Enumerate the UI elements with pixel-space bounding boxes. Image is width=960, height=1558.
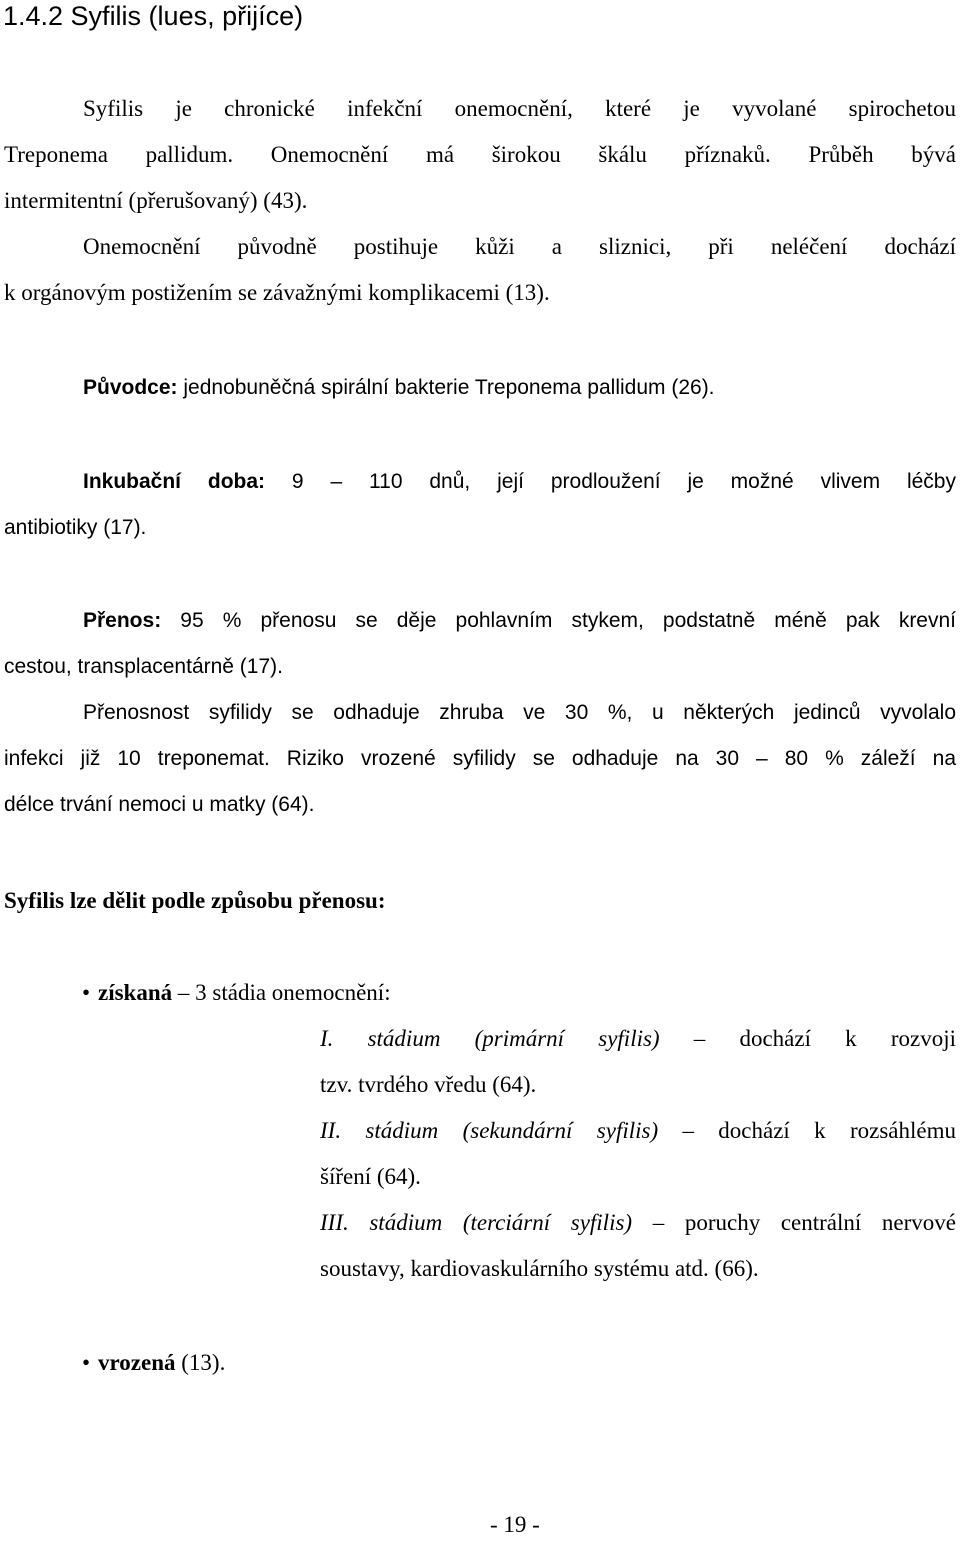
section-title: 1.4.2 Syfilis (lues, přijíce) (3, 1, 304, 31)
puvodce-label: Původce: (83, 376, 178, 399)
puvodce-text: jednobuněčná spirální bakterie Treponema pallidum (26). (177, 376, 715, 399)
inkubace-text-2: antibiotiky (17). (4, 516, 147, 539)
bullet-item-ziskana (82, 970, 391, 1016)
inkubace-text-1: 9 – 110 dnů, její prodloužení je možné vlivem léčby (265, 470, 956, 493)
intro-line-1: Syfilis je chronické infekční onemocnění, které je vyvolané spirochetou (83, 96, 956, 121)
intro-line-3: intermitentní (přerušovaný) (43). (4, 188, 308, 213)
stage-2-line-2: šíření (64). (320, 1164, 421, 1189)
inkubace-paragraph (4, 459, 956, 551)
prenos-label: Přenos: (83, 609, 162, 632)
stage-2-name: II. stádium (sekundární syfilis) (320, 1118, 659, 1143)
bullet-text-ziskana: – 3 stádia onemocnění: (172, 980, 391, 1005)
page-number: - 19 - (490, 1512, 540, 1537)
intro-line-2: Treponema pallidum. Onemocnění má širokou škálu příznaků. Průběh bývá (4, 142, 956, 167)
bullet-item-vrozena (82, 1340, 225, 1386)
bullet-bold-vrozena: vrozená (98, 1350, 176, 1375)
bullet-bold-ziskana: získaná (98, 980, 173, 1005)
inkubace-label: Inkubační doba: (83, 470, 266, 493)
bullet-text-vrozena: (13). (175, 1350, 226, 1375)
intro-paragraph (4, 86, 956, 316)
classification-heading: Syfilis lze dělit podle způsobu přenosu: (4, 888, 386, 913)
prenos-paragraph (4, 598, 956, 828)
prenos-line-4: infekci již 10 treponemat. Riziko vrozené syfilidy se odhaduje na 30 – 80 % záleží na (4, 747, 956, 770)
prenos-line-1: 95 % přenosu se děje pohlavním stykem, podstatně méně pak krevní (161, 609, 956, 632)
intro-line-4: Onemocnění původně postihuje kůži a sliznici, při neléčení dochází (83, 234, 956, 259)
stage-3 (320, 1200, 956, 1292)
stage-1 (320, 1016, 956, 1108)
stage-3-rest: – poruchy centrální nervové (632, 1210, 956, 1235)
stage-1-name: I. stádium (primární syfilis) (320, 1026, 660, 1051)
intro-line-5: k orgánovým postižením se závažnými komplikacemi (13). (4, 280, 550, 305)
prenos-line-2: cestou, transplacentárně (17). (4, 655, 283, 678)
prenos-line-5: délce trvání nemoci u matky (64). (4, 793, 315, 816)
bullet-icon: • (82, 980, 91, 1005)
prenos-line-3: Přenosnost syfilidy se odhaduje zhruba ve 30 %, u některých jedinců vyvolalo (83, 701, 956, 724)
bullet-icon: • (82, 1350, 91, 1375)
stage-1-line-2: tzv. tvrdého vředu (64). (320, 1072, 537, 1097)
stage-2-rest: – dochází k rozsáhlému (658, 1118, 957, 1143)
stage-1-rest: – dochází k rozvoji (659, 1026, 956, 1051)
stage-3-line-2: soustavy, kardiovaskulárního systému atd. (66). (320, 1256, 759, 1281)
puvodce-paragraph (4, 365, 956, 411)
stage-2 (320, 1108, 956, 1200)
stage-3-name: III. stádium (terciární syfilis) (320, 1210, 633, 1235)
